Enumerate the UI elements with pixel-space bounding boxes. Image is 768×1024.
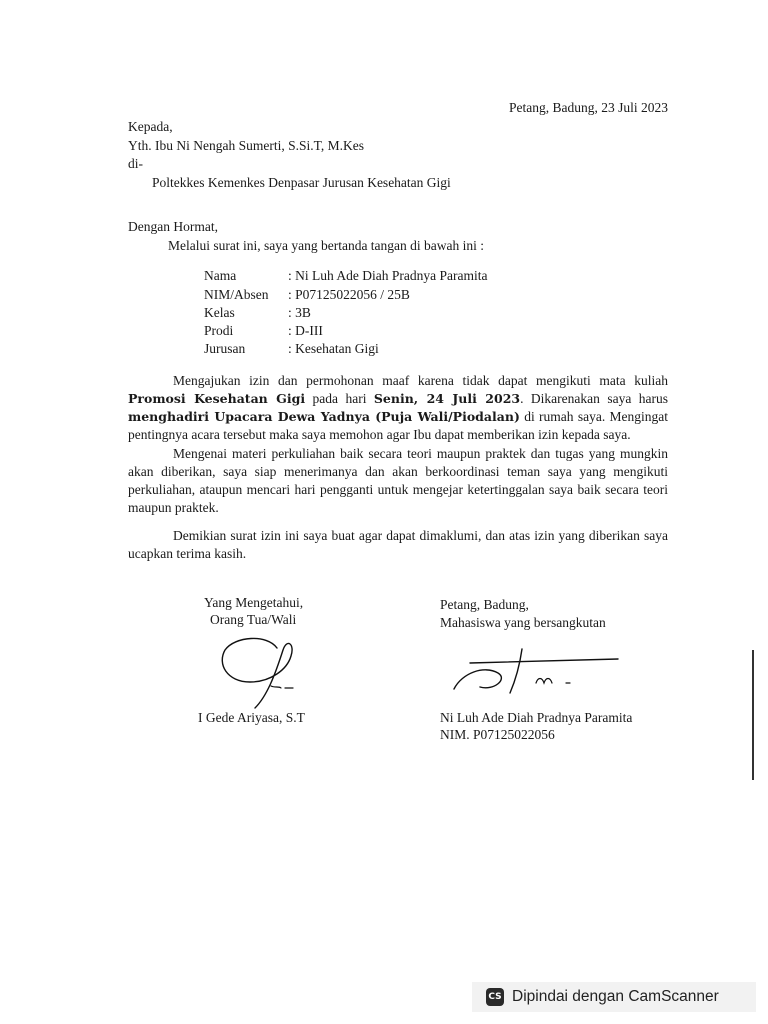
identity-value: : P07125022056 / 25B [288, 287, 410, 302]
paragraph-permission [128, 372, 668, 444]
intro-line: Melalui surat ini, saya yang bertanda tangan di bawah ini : [168, 238, 485, 253]
paragraph-text: . Dikarenakan saya harus [520, 391, 668, 406]
paragraph-coursework [128, 445, 668, 517]
identity-label: Prodi [204, 323, 234, 338]
recipient-di: di- [128, 156, 143, 171]
recipient-name: Yth. Ibu Ni Nengah Sumerti, S.Si.T, M.Kes [128, 138, 364, 153]
right-sign-line2: Mahasiswa yang bersangkutan [440, 615, 606, 630]
identity-value: : D-III [288, 323, 323, 338]
left-sign-line1: Yang Mengetahui, [204, 595, 304, 610]
absence-date: Senin, 24 Juli 2023 [373, 391, 521, 406]
paragraph-text: pada hari [305, 391, 374, 406]
guardian-signature [215, 630, 315, 715]
identity-value: : Ni Luh Ade Diah Pradnya Paramita [288, 268, 488, 283]
identity-label: Kelas [204, 305, 235, 320]
identity-label: Jurusan [204, 341, 246, 356]
left-sign-name: I Gede Ariyasa, S.T [198, 710, 305, 725]
salutation: Dengan Hormat, [128, 219, 218, 234]
paragraph-text: Mengajukan izin dan permohonan maaf karena tidak dapat mengikuti mata kuliah [173, 373, 668, 388]
recipient-to: Kepada, [128, 119, 173, 134]
camscanner-text: Dipindai dengan CamScanner [512, 988, 719, 1005]
scan-edge-line [752, 650, 754, 780]
paragraph-text: Demikian surat izin ini saya buat agar dapat dimaklumi, dan atas izin yang diberikan saya ucapkan terima kasih. [128, 528, 668, 561]
camscanner-watermark [472, 982, 756, 1012]
identity-value: : 3B [288, 305, 311, 320]
student-signature [450, 645, 625, 700]
right-sign-name: Ni Luh Ade Diah Pradnya Paramita [440, 710, 633, 725]
course-name: Promosi Kesehatan Gigi [128, 391, 306, 406]
paragraph-text: di rumah saya. Mengingat pentingnya acara tersebut maka saya memohon agar Ibu dapat memberikan izin kepada saya. [128, 409, 669, 442]
identity-value: : Kesehatan Gigi [288, 341, 379, 356]
recipient-institution: Poltekkes Kemenkes Denpasar Jurusan Kesehatan Gigi [152, 175, 451, 190]
left-sign-line2: Orang Tua/Wali [210, 612, 297, 627]
absence-reason: menghadiri Upacara Dewa Yadnya (Puja Wali/Piodalan) [128, 409, 520, 424]
identity-label: NIM/Absen [204, 287, 269, 302]
identity-label: Nama [204, 268, 237, 283]
paragraph-text: Mengenai materi perkuliahan baik secara teori maupun praktek dan tugas yang mungkin akan diberikan, saya siap menerimanya dan akan berkoordinasi teman saya yang mengikuti perkuliahan, ataupun mencari hari pengganti untuk mengejar ketertinggalan saya baik secara teori maupun praktek. [128, 446, 668, 515]
paragraph-closing [128, 527, 668, 563]
right-sign-nim: NIM. P07125022056 [440, 727, 555, 742]
place-date: Petang, Badung, 23 Juli 2023 [509, 100, 668, 115]
right-sign-line1: Petang, Badung, [440, 597, 529, 612]
camscanner-logo-icon: CS [486, 988, 504, 1006]
